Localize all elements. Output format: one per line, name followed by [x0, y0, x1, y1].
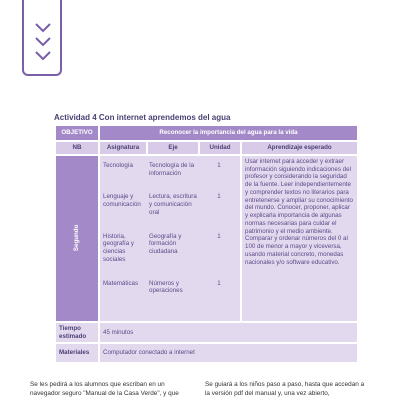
- row-eje: Tecnología de la información: [149, 161, 195, 177]
- body-text-right: Se guiará a los niños paso a paso, hasta que accedan a la versión pdf del manual y, una vez abierto,: [205, 381, 365, 397]
- objetivo-label: OBJETIVO: [56, 126, 98, 140]
- row-asignatura: Lenguaje y comunicación: [103, 193, 141, 208]
- chevron-down-icon: [34, 20, 52, 68]
- row-asignatura: Tecnología: [103, 161, 133, 169]
- tiempo-label: Tiempo estimado: [56, 323, 98, 343]
- activity-title: Actividad 4 Con internet aprendemos del agua: [54, 113, 231, 122]
- col-eje: Eje: [148, 142, 198, 154]
- subjects-block: [100, 156, 240, 321]
- col-nb: NB: [56, 142, 98, 154]
- level-label: Segundo: [73, 225, 81, 252]
- row-eje: Geografía y formación ciudadana: [149, 232, 182, 255]
- row-unidad: 1: [217, 161, 221, 169]
- materiales-label: Materiales: [56, 344, 98, 362]
- row-asignatura: Historia, geografía y ciencias sociales: [103, 232, 134, 263]
- level-cell: [56, 156, 98, 321]
- row-asignatura: Matemáticas: [103, 279, 139, 287]
- chevron-badge: [22, 0, 62, 76]
- row-unidad: 1: [217, 193, 221, 201]
- col-unidad: Unidad: [200, 142, 240, 154]
- row-eje: Lectura, escritura y comunicación oral: [149, 193, 197, 216]
- aprendizaje-text: Usar internet para acceder y extraer información siguiendo indicaciones del profesor y considerando la seguridad de la fuente. Leer independientemente y comprender textos no literarios para entretenerse y ampliar su conocimiento del mundo. Conocer, proponer, aplicar y explicarla importancia de algunas normas necesarias para cuidar el patrimonio y el medio ambiente. Comparar y ordenar números del 0 al 100 de menor a mayor y viceversa, usando material concreto, monedas nacionales y/o software educativo.: [242, 156, 357, 321]
- row-eje: Números y operaciones: [149, 279, 183, 295]
- planning-table: [54, 124, 359, 364]
- tiempo-value: 45 minutos: [100, 323, 357, 343]
- materiales-value: Computador conectado a internet: [100, 344, 357, 362]
- col-asignatura: Asignatura: [100, 142, 146, 154]
- body-text-left: Se les pedirá a los alumnos que escriban en un navegador seguro "Manual de la Casa Verde", y que: [30, 381, 179, 397]
- row-unidad: 1: [217, 232, 221, 240]
- objetivo-text: Reconocer la importancia del agua para la vida: [100, 126, 357, 140]
- row-unidad: 1: [217, 279, 221, 287]
- col-aprendizaje: Aprendizaje esperado: [242, 142, 357, 154]
